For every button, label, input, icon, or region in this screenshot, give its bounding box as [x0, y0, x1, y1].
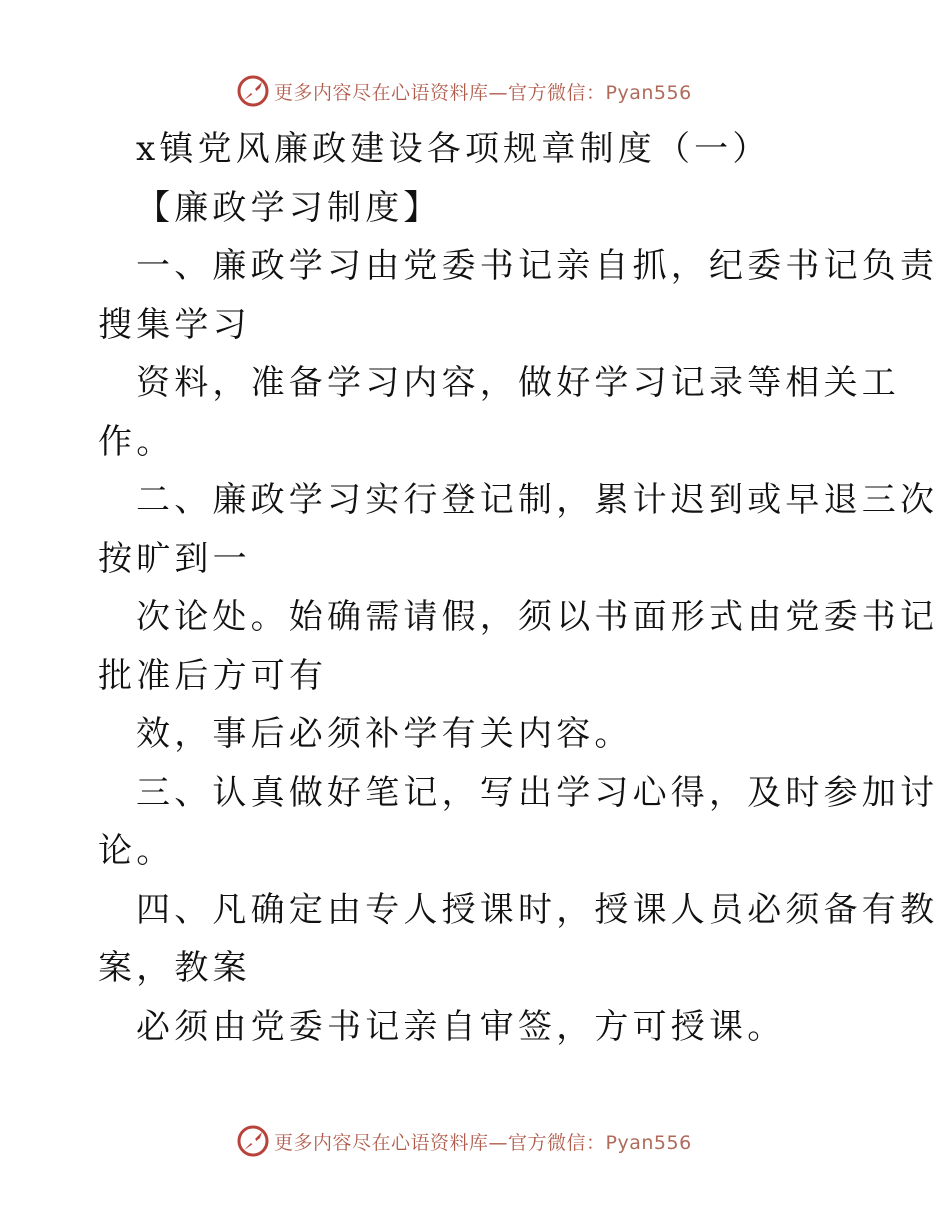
body-line: 一、廉政学习由党委书记亲自抓，纪委书记负责: [136, 246, 939, 286]
body-line: 效，事后必须补学有关内容。: [136, 714, 633, 754]
section-heading: 【廉政学习制度】: [136, 187, 442, 228]
body-line: 论。: [98, 831, 175, 871]
watermark-text: 更多内容尽在心语资料库—官方微信：Pyan556: [274, 1131, 692, 1154]
document-body: [98, 120, 939, 1056]
body-line: 次论处。始确需请假，须以书面形式由党委书记: [136, 597, 939, 637]
body-line: 三、认真做好笔记，写出学习心得，及时参加讨: [136, 772, 939, 813]
header-watermark: [236, 74, 692, 108]
body-line: 批准后方可有: [98, 655, 328, 696]
quill-seal-icon: [236, 1124, 270, 1158]
document-title: x镇党风廉政建设各项规章制度（一）: [136, 129, 771, 169]
quill-seal-icon: [236, 74, 270, 108]
watermark-text: 更多内容尽在心语资料库—官方微信：Pyan556: [274, 81, 692, 104]
body-line: 资料，准备学习内容，做好学习记录等相关工: [136, 363, 900, 403]
body-line: 按旷到一: [98, 538, 251, 579]
body-line: 搜集学习: [98, 304, 251, 345]
body-line: 二、廉政学习实行登记制，累计迟到或早退三次: [136, 480, 939, 520]
body-line: 作。: [98, 421, 175, 462]
footer-watermark: [236, 1124, 692, 1158]
body-line: 四、凡确定由专人授课时，授课人员必须备有教: [136, 889, 939, 930]
body-line: 必须由党委书记亲自审签，方可授课。: [136, 1006, 786, 1047]
body-line: 案，教案: [98, 948, 251, 988]
